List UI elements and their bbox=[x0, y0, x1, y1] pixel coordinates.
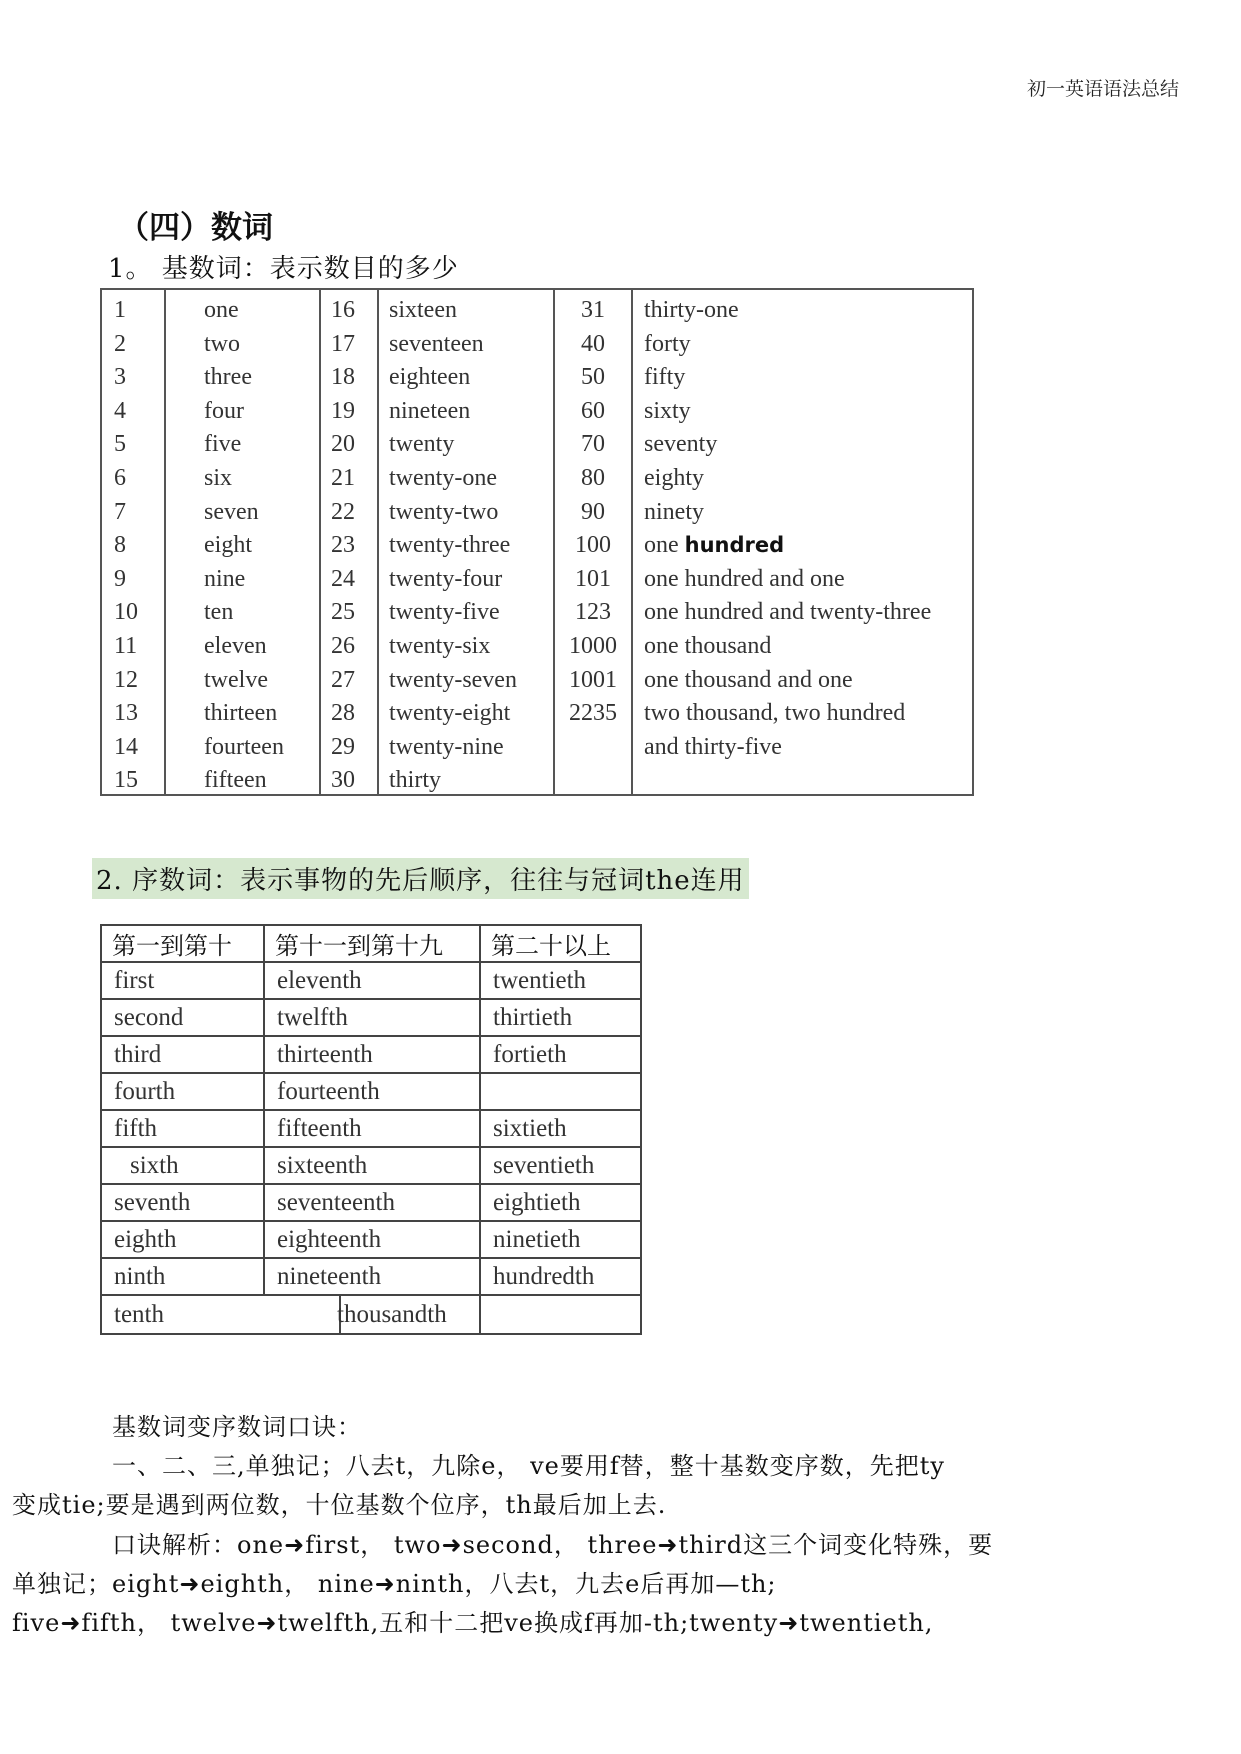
ordinal-cell: fourth bbox=[101, 1073, 264, 1110]
ordinal-cell: ninth bbox=[101, 1258, 264, 1295]
cardinal-cell bbox=[331, 563, 377, 597]
ordinal-cell: sixth bbox=[101, 1147, 264, 1184]
ordinal-row bbox=[101, 999, 641, 1036]
cardinal-cell-text: 2 bbox=[114, 330, 126, 357]
ordinal-cell: eightieth bbox=[480, 1184, 641, 1221]
ordinal-row bbox=[101, 1110, 641, 1147]
cardinal-cell-text: 8 bbox=[114, 532, 126, 559]
cardinal-cell-text: 101 bbox=[575, 565, 611, 592]
cardinal-col-numbers-1 bbox=[102, 290, 166, 794]
cardinal-cell bbox=[644, 764, 972, 798]
cardinal-cell-text: 1001 bbox=[569, 666, 617, 693]
cardinal-cell-text: 13 bbox=[114, 700, 138, 727]
cardinal-cell bbox=[331, 328, 377, 362]
cardinal-cell-text: seven bbox=[204, 498, 259, 525]
cardinal-cell bbox=[389, 395, 553, 429]
cardinal-cell bbox=[204, 731, 319, 765]
cardinal-cell bbox=[331, 395, 377, 429]
cardinal-cell bbox=[389, 664, 553, 698]
ordinal-cell bbox=[480, 1073, 641, 1110]
cardinal-cell-text: and thirty-five bbox=[644, 733, 782, 760]
cardinal-cell bbox=[389, 529, 553, 563]
cardinal-cell-text: five bbox=[204, 431, 242, 458]
cardinal-cell-text: one bbox=[204, 297, 239, 323]
cardinal-cell-text: 25 bbox=[331, 599, 355, 626]
cardinal-heading: 1。 基数词：表示数目的多少 bbox=[108, 254, 459, 284]
cardinal-cell bbox=[114, 361, 164, 395]
cardinal-cell-text: seventy bbox=[644, 431, 718, 458]
cardinal-cell bbox=[204, 596, 319, 630]
cardinal-cell bbox=[114, 395, 164, 429]
cardinal-cell bbox=[114, 328, 164, 362]
cardinal-cell-text: 6 bbox=[114, 464, 126, 491]
cardinal-cell-text: 28 bbox=[331, 700, 355, 727]
cardinal-cell bbox=[114, 462, 164, 496]
cardinal-cell-text: 10 bbox=[114, 599, 138, 626]
cardinal-cell-text: twenty-five bbox=[389, 599, 500, 626]
cardinal-cell bbox=[644, 361, 972, 395]
cardinal-cell-text: twenty-nine bbox=[389, 733, 504, 760]
cardinal-cell-text: 14 bbox=[114, 733, 138, 760]
cardinal-cell-text: forty bbox=[644, 330, 691, 357]
cardinal-col-numbers-2 bbox=[321, 290, 379, 794]
cardinal-cell-text: twenty-one bbox=[389, 464, 497, 491]
analysis-line: five➜fifth， twelve➜twelfth,五和十二把ve换成f再加-th;twenty➜twentieth, bbox=[12, 1609, 934, 1637]
ordinal-cell: nineteenth bbox=[264, 1258, 480, 1295]
cardinal-cell bbox=[114, 630, 164, 664]
cardinal-cell bbox=[331, 630, 377, 664]
cardinal-cell-text: 24 bbox=[331, 565, 355, 592]
cardinal-cell-text: 29 bbox=[331, 733, 355, 760]
cardinal-cell bbox=[644, 529, 972, 563]
analysis-paragraph bbox=[12, 1526, 1192, 1643]
ordinal-cell-text: tenth bbox=[114, 1301, 164, 1328]
cardinal-cell bbox=[204, 428, 319, 462]
cardinal-cell-text: seventeen bbox=[389, 330, 484, 357]
cardinal-cell-text: 17 bbox=[331, 330, 355, 357]
cardinal-cell-text: twenty-six bbox=[389, 632, 491, 659]
cardinal-cell-text: 3 bbox=[114, 364, 126, 391]
cardinal-cell-text: 1000 bbox=[569, 632, 617, 659]
cardinal-cell bbox=[331, 462, 377, 496]
ordinal-row bbox=[101, 962, 641, 999]
cardinal-cell-text: four bbox=[204, 397, 244, 424]
cardinal-cell bbox=[331, 496, 377, 530]
cardinal-cell-text: 90 bbox=[581, 498, 605, 525]
cardinal-cell bbox=[389, 294, 553, 328]
cardinal-cell bbox=[114, 529, 164, 563]
cardinal-cell-text: sixty bbox=[644, 397, 691, 424]
cardinal-cell bbox=[204, 328, 319, 362]
cardinal-cell-text: 19 bbox=[331, 397, 355, 424]
cardinal-cell bbox=[204, 361, 319, 395]
cardinal-cell-text: thirty-one bbox=[644, 297, 739, 323]
cardinal-number-table bbox=[100, 288, 974, 796]
cardinal-cell-text: 26 bbox=[331, 632, 355, 659]
cardinal-cell-text: one thousand and one bbox=[644, 666, 853, 693]
cardinal-cell bbox=[114, 697, 164, 731]
cardinal-cell-text: 5 bbox=[114, 431, 126, 458]
cardinal-cell bbox=[555, 328, 631, 362]
cardinal-cell bbox=[204, 529, 319, 563]
cardinal-cell bbox=[389, 697, 553, 731]
rhyme-line: 一、二、三,单独记；八去t，九除e， ve要用f替，整十基数变序数，先把ty bbox=[112, 1452, 945, 1480]
cardinal-cell bbox=[331, 731, 377, 765]
cardinal-cell bbox=[555, 563, 631, 597]
cardinal-cell bbox=[204, 630, 319, 664]
ordinal-header-cell: 第二十以上 bbox=[480, 925, 641, 962]
cardinal-cell-text: twenty-seven bbox=[389, 666, 517, 693]
ordinal-cell: seventieth bbox=[480, 1147, 641, 1184]
cardinal-cell-text: twenty-eight bbox=[389, 700, 511, 727]
cardinal-cell bbox=[644, 596, 972, 630]
cardinal-cell-text: ten bbox=[204, 599, 234, 626]
cardinal-cell-text: twenty bbox=[389, 431, 455, 458]
ordinal-heading: 2. 序数词：表示事物的先后顺序，往往与冠词the连用 bbox=[92, 858, 749, 899]
cardinal-cell bbox=[555, 596, 631, 630]
cardinal-cell bbox=[114, 764, 164, 798]
cardinal-cell bbox=[555, 361, 631, 395]
cardinal-cell bbox=[644, 395, 972, 429]
cardinal-cell-text: one bbox=[644, 532, 679, 559]
cardinal-col-words-3 bbox=[633, 290, 972, 794]
ordinal-cell: twentieth bbox=[480, 962, 641, 999]
header-note: 初一英语语法总结 bbox=[1026, 78, 1179, 100]
ordinal-last-row bbox=[101, 1295, 641, 1334]
rhyme-line: 变成tie;要是遇到两位数，十位基数个位序，th最后加上去. bbox=[12, 1491, 667, 1519]
cardinal-cell bbox=[114, 496, 164, 530]
cardinal-cell bbox=[389, 596, 553, 630]
cardinal-cell bbox=[389, 462, 553, 496]
cardinal-cell-text: fifteen bbox=[204, 767, 267, 794]
cardinal-cell bbox=[389, 361, 553, 395]
ordinal-cell: thirtieth bbox=[480, 999, 641, 1036]
cardinal-cell-text: 23 bbox=[331, 532, 355, 559]
ordinal-row bbox=[101, 1147, 641, 1184]
cardinal-cell-text: 123 bbox=[575, 599, 611, 626]
ordinal-row bbox=[101, 1258, 641, 1295]
ordinal-header-cell: 第一到第十 bbox=[101, 925, 264, 962]
cardinal-cell bbox=[555, 731, 631, 765]
cardinal-cell-text: sixteen bbox=[389, 297, 457, 323]
cardinal-cell bbox=[114, 731, 164, 765]
ordinal-cell: eleventh bbox=[264, 962, 480, 999]
cardinal-cell-text: 40 bbox=[581, 330, 605, 357]
cardinal-cell-text: 70 bbox=[581, 431, 605, 458]
cardinal-cell-text: twelve bbox=[204, 666, 268, 693]
ordinal-cell-thousandth bbox=[337, 1295, 641, 1334]
ordinal-header-row bbox=[101, 925, 641, 962]
cardinal-cell bbox=[114, 596, 164, 630]
cardinal-cell-text: one hundred and twenty-three bbox=[644, 599, 932, 626]
cardinal-cell bbox=[555, 395, 631, 429]
cardinal-cell bbox=[555, 630, 631, 664]
cardinal-cell bbox=[204, 294, 319, 328]
cardinal-cell-text: twenty-two bbox=[389, 498, 499, 525]
cardinal-cell bbox=[331, 428, 377, 462]
cardinal-cell-text: 100 bbox=[575, 532, 611, 559]
ordinal-cell: ninetieth bbox=[480, 1221, 641, 1258]
cardinal-cell-text: 21 bbox=[331, 464, 355, 491]
ordinal-cell: fourteenth bbox=[264, 1073, 480, 1110]
cardinal-cell bbox=[644, 462, 972, 496]
cardinal-cell-text: 18 bbox=[331, 364, 355, 391]
rhyme-title: 基数词变序数词口诀： bbox=[112, 1413, 362, 1441]
cardinal-cell bbox=[204, 697, 319, 731]
cardinal-cell bbox=[644, 731, 972, 765]
cardinal-cell bbox=[389, 764, 553, 798]
rhyme-paragraph bbox=[12, 1447, 1192, 1525]
cardinal-cell bbox=[204, 496, 319, 530]
cardinal-cell-text: twenty-three bbox=[389, 532, 511, 559]
cardinal-cell bbox=[644, 328, 972, 362]
cardinal-cell bbox=[555, 697, 631, 731]
cardinal-cell bbox=[389, 496, 553, 530]
ordinal-cell: sixteenth bbox=[264, 1147, 480, 1184]
cardinal-cell bbox=[204, 395, 319, 429]
cardinal-cell bbox=[114, 664, 164, 698]
cardinal-cell bbox=[555, 496, 631, 530]
ordinal-cell: twelfth bbox=[264, 999, 480, 1036]
cardinal-cell-text: eighteen bbox=[389, 364, 471, 391]
cardinal-cell-text: thirteen bbox=[204, 700, 278, 727]
cardinal-cell bbox=[204, 462, 319, 496]
cardinal-cell-text: 20 bbox=[331, 431, 355, 458]
ordinal-row bbox=[101, 1221, 641, 1258]
cardinal-cell-text: one thousand bbox=[644, 632, 772, 659]
cardinal-cell-text: one hundred and one bbox=[644, 565, 845, 592]
cardinal-cell-text: 7 bbox=[114, 498, 126, 525]
cardinal-cell bbox=[555, 428, 631, 462]
ordinal-cell: hundredth bbox=[480, 1258, 641, 1295]
ordinal-cell: thirteenth bbox=[264, 1036, 480, 1073]
cardinal-col-words-1 bbox=[166, 290, 321, 794]
cardinal-cell bbox=[331, 664, 377, 698]
cardinal-cell-text: 50 bbox=[581, 364, 605, 391]
cardinal-cell bbox=[331, 529, 377, 563]
cardinal-cell bbox=[644, 664, 972, 698]
ordinal-row bbox=[101, 1036, 641, 1073]
cardinal-cell bbox=[389, 563, 553, 597]
cardinal-cell-text: eleven bbox=[204, 632, 267, 659]
cardinal-cell-text: six bbox=[204, 464, 233, 491]
cardinal-cell bbox=[644, 294, 972, 328]
ordinal-cell: eighth bbox=[101, 1221, 264, 1258]
cardinal-cell-text: 80 bbox=[581, 464, 605, 491]
cardinal-cell bbox=[644, 563, 972, 597]
cardinal-cell-text: 27 bbox=[331, 666, 355, 693]
ordinal-row bbox=[101, 1073, 641, 1110]
cardinal-cell-text: 60 bbox=[581, 397, 605, 424]
cardinal-cell bbox=[389, 630, 553, 664]
cardinal-cell bbox=[204, 664, 319, 698]
analysis-line: 口诀解析：one➜first， two➜second， three➜third这三个词变化特殊，要 bbox=[112, 1531, 994, 1559]
ordinal-cell: second bbox=[101, 999, 264, 1036]
ordinal-cell: seventh bbox=[101, 1184, 264, 1221]
ordinal-cell: fifteenth bbox=[264, 1110, 480, 1147]
cardinal-cell-text: 22 bbox=[331, 498, 355, 525]
ordinal-cell: fifth bbox=[101, 1110, 264, 1147]
cardinal-cell-text: twenty-four bbox=[389, 565, 503, 592]
cardinal-cell bbox=[555, 529, 631, 563]
cardinal-col-numbers-3 bbox=[555, 290, 633, 794]
cardinal-cell bbox=[114, 294, 164, 328]
ordinal-cell: eighteenth bbox=[264, 1221, 480, 1258]
cardinal-cell-text: eighty bbox=[644, 464, 704, 491]
cardinal-cell-text: nine bbox=[204, 565, 246, 592]
cardinal-cell bbox=[331, 764, 377, 798]
ordinal-cell: first bbox=[101, 962, 264, 999]
cardinal-cell-text: fifty bbox=[644, 364, 686, 391]
ordinal-row bbox=[101, 1184, 641, 1221]
cardinal-cell bbox=[331, 697, 377, 731]
cardinal-cell-text: 12 bbox=[114, 666, 138, 693]
cardinal-cell-text: three bbox=[204, 364, 252, 391]
cardinal-cell-text: thirty bbox=[389, 767, 441, 794]
cardinal-cell bbox=[644, 630, 972, 664]
section-title: （四）数词 bbox=[118, 210, 273, 246]
cardinal-cell-text: two bbox=[204, 330, 240, 357]
cardinal-cell-text: ninety bbox=[644, 498, 704, 525]
cardinal-cell bbox=[644, 496, 972, 530]
cardinal-col-words-2 bbox=[379, 290, 555, 794]
cardinal-cell-text: 30 bbox=[331, 767, 355, 794]
cardinal-cell-text: 4 bbox=[114, 397, 126, 424]
analysis-line: 单独记；eight➜eighth， nine➜ninth，八去t，九去e后再加—th; bbox=[12, 1570, 777, 1598]
cardinal-cell bbox=[114, 428, 164, 462]
cardinal-cell-text: 16 bbox=[331, 297, 355, 323]
cardinal-cell-text: 31 bbox=[581, 297, 605, 323]
ordinal-cell: third bbox=[101, 1036, 264, 1073]
cardinal-cell bbox=[555, 294, 631, 328]
cardinal-cell bbox=[389, 731, 553, 765]
cardinal-cell-text: 1 bbox=[114, 297, 126, 323]
ordinal-cell: seventeenth bbox=[264, 1184, 480, 1221]
cardinal-cell bbox=[331, 294, 377, 328]
ordinal-cell-text: thousandth bbox=[337, 1301, 447, 1328]
ordinal-number-table bbox=[100, 924, 642, 1335]
cardinal-cell-text: eight bbox=[204, 532, 252, 559]
cardinal-cell bbox=[389, 428, 553, 462]
cardinal-cell bbox=[389, 328, 553, 362]
cardinal-cell-text: 11 bbox=[114, 632, 138, 659]
cardinal-cell bbox=[204, 563, 319, 597]
cardinal-cell-text: 9 bbox=[114, 565, 126, 592]
ordinal-header-cell: 第十一到第十九 bbox=[264, 925, 480, 962]
cardinal-cell bbox=[204, 764, 319, 798]
cardinal-cell-text: 2235 bbox=[569, 700, 617, 727]
hundred-bold-text: hundred bbox=[684, 533, 785, 558]
cardinal-cell bbox=[555, 462, 631, 496]
cardinal-cell bbox=[114, 563, 164, 597]
cardinal-cell-text: fourteen bbox=[204, 733, 284, 760]
cardinal-cell bbox=[644, 428, 972, 462]
cardinal-cell-text: two thousand, two hundred bbox=[644, 700, 906, 727]
cardinal-cell-text: 15 bbox=[114, 767, 138, 794]
cardinal-cell bbox=[331, 361, 377, 395]
ordinal-cell: sixtieth bbox=[480, 1110, 641, 1147]
cardinal-cell-text: nineteen bbox=[389, 397, 471, 424]
cardinal-cell bbox=[555, 664, 631, 698]
ordinal-cell: fortieth bbox=[480, 1036, 641, 1073]
cardinal-cell bbox=[555, 764, 631, 798]
cardinal-cell bbox=[644, 697, 972, 731]
cardinal-cell bbox=[331, 596, 377, 630]
